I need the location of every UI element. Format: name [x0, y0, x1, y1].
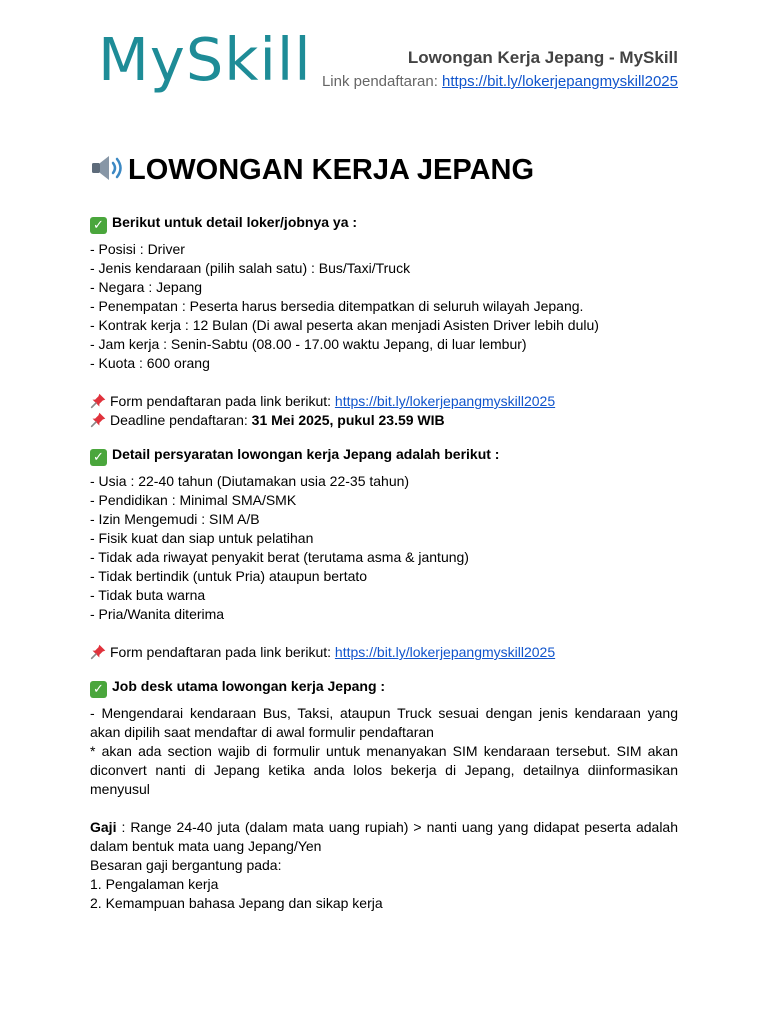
speaker-icon	[90, 152, 126, 184]
list-item: - Usia : 22-40 tahun (Diutamakan usia 22-35 tahun)	[90, 473, 410, 489]
deadline-line	[90, 411, 678, 430]
form-link-label: Form pendaftaran pada link berikut:	[110, 393, 335, 409]
deadline-value: 31 Mei 2025, pukul 23.59 WIB	[251, 412, 445, 428]
deadline-label: Deadline pendaftaran:	[110, 412, 252, 428]
section-heading-text: Detail persyaratan lowongan kerja Jepang adalah berikut :	[112, 446, 500, 462]
sim-note-paragraph: * akan ada section wajib di formulir untuk menanyakan SIM kendaraan tersebut. SIM akan diconvert nanti di Jepang ketika anda lolos bekerja di Jepang, detailnya diinformasikan menyusul	[90, 743, 678, 797]
form-registration-link[interactable]: https://bit.ly/lokerjepangmyskill2025	[334, 644, 556, 660]
list-item: - Izin Mengemudi : SIM A/B	[90, 511, 260, 527]
salary-text: : Range 24-40 juta (dalam mata uang rupiah) > nanti uang yang didapat peserta adalah dalam bentuk mata uang Jepang/Yen	[90, 819, 678, 854]
section-heading-text: Berikut untuk detail loker/jobnya ya :	[112, 214, 358, 230]
header-link-row	[322, 72, 678, 92]
pushpin-icon	[90, 411, 107, 428]
list-item: - Jenis kendaraan (pilih salah satu) : Bus/Taxi/Truck	[90, 260, 411, 276]
list-item: 1. Pengalaman kerja	[90, 876, 219, 892]
salary-label: Gaji	[90, 819, 117, 835]
section-heading-job-detail	[90, 212, 678, 234]
list-item: - Fisik kuat dan siap untuk pelatihan	[90, 530, 314, 546]
list-item: - Penempatan : Peserta harus bersedia ditempatkan di seluruh wilayah Jepang.	[90, 298, 584, 314]
header-link-label: Link pendaftaran:	[321, 73, 443, 90]
list-item: - Tidak ada riwayat penyakit berat (terutama asma & jantung)	[90, 549, 469, 565]
list-item: - Kuota : 600 orang	[90, 355, 210, 371]
form-link-line	[90, 643, 678, 662]
form-link-line	[90, 392, 678, 411]
main-title	[90, 150, 678, 190]
section-heading-text: Job desk utama lowongan kerja Jepang :	[112, 678, 386, 694]
header-registration-link[interactable]: https://bit.ly/lokerjepangmyskill2025	[442, 73, 678, 90]
list-item: - Posisi : Driver	[90, 241, 185, 257]
page-header	[322, 47, 678, 92]
salary-paragraph	[90, 818, 678, 856]
list-item: - Kontrak kerja : 12 Bulan (Di awal peserta akan menjadi Asisten Driver lebih dulu)	[90, 317, 599, 333]
myskill-logo	[98, 25, 312, 110]
check-mark-icon: ✓	[90, 449, 107, 466]
check-mark-icon: ✓	[90, 217, 107, 234]
form-registration-link[interactable]: https://bit.ly/lokerjepangmyskill2025	[334, 393, 556, 409]
pushpin-icon	[90, 392, 107, 409]
list-item: - Pendidikan : Minimal SMA/SMK	[90, 492, 297, 508]
document-body	[90, 150, 678, 913]
list-item: - Tidak bertindik (untuk Pria) ataupun bertato	[90, 568, 368, 584]
list-item: - Tidak buta warna	[90, 587, 206, 603]
list-item: - Pria/Wanita diterima	[90, 606, 225, 622]
list-item: 2. Kemampuan bahasa Jepang dan sikap kerja	[90, 895, 383, 911]
logo-text: MySkill	[98, 25, 312, 94]
header-title: Lowongan Kerja Jepang - MySkill	[407, 48, 678, 67]
pushpin-icon	[90, 643, 107, 660]
section-heading-requirements	[90, 444, 678, 466]
check-mark-icon: ✓	[90, 681, 107, 698]
section-heading-job-desk	[90, 676, 678, 698]
form-link-label: Form pendaftaran pada link berikut:	[110, 644, 335, 660]
salary-factors-intro: Besaran gaji bergantung pada:	[90, 857, 282, 873]
main-title-text: LOWONGAN KERJA JEPANG	[128, 154, 535, 186]
list-item: - Negara : Jepang	[90, 279, 203, 295]
list-item: - Jam kerja : Senin-Sabtu (08.00 - 17.00 waktu Jepang, di luar lembur)	[90, 336, 527, 352]
job-desk-paragraph: - Mengendarai kendaraan Bus, Taksi, ataupun Truck sesuai dengan jenis kendaraan yang akan dipilih saat mendaftar di awal formulir pendaftaran	[90, 705, 678, 740]
